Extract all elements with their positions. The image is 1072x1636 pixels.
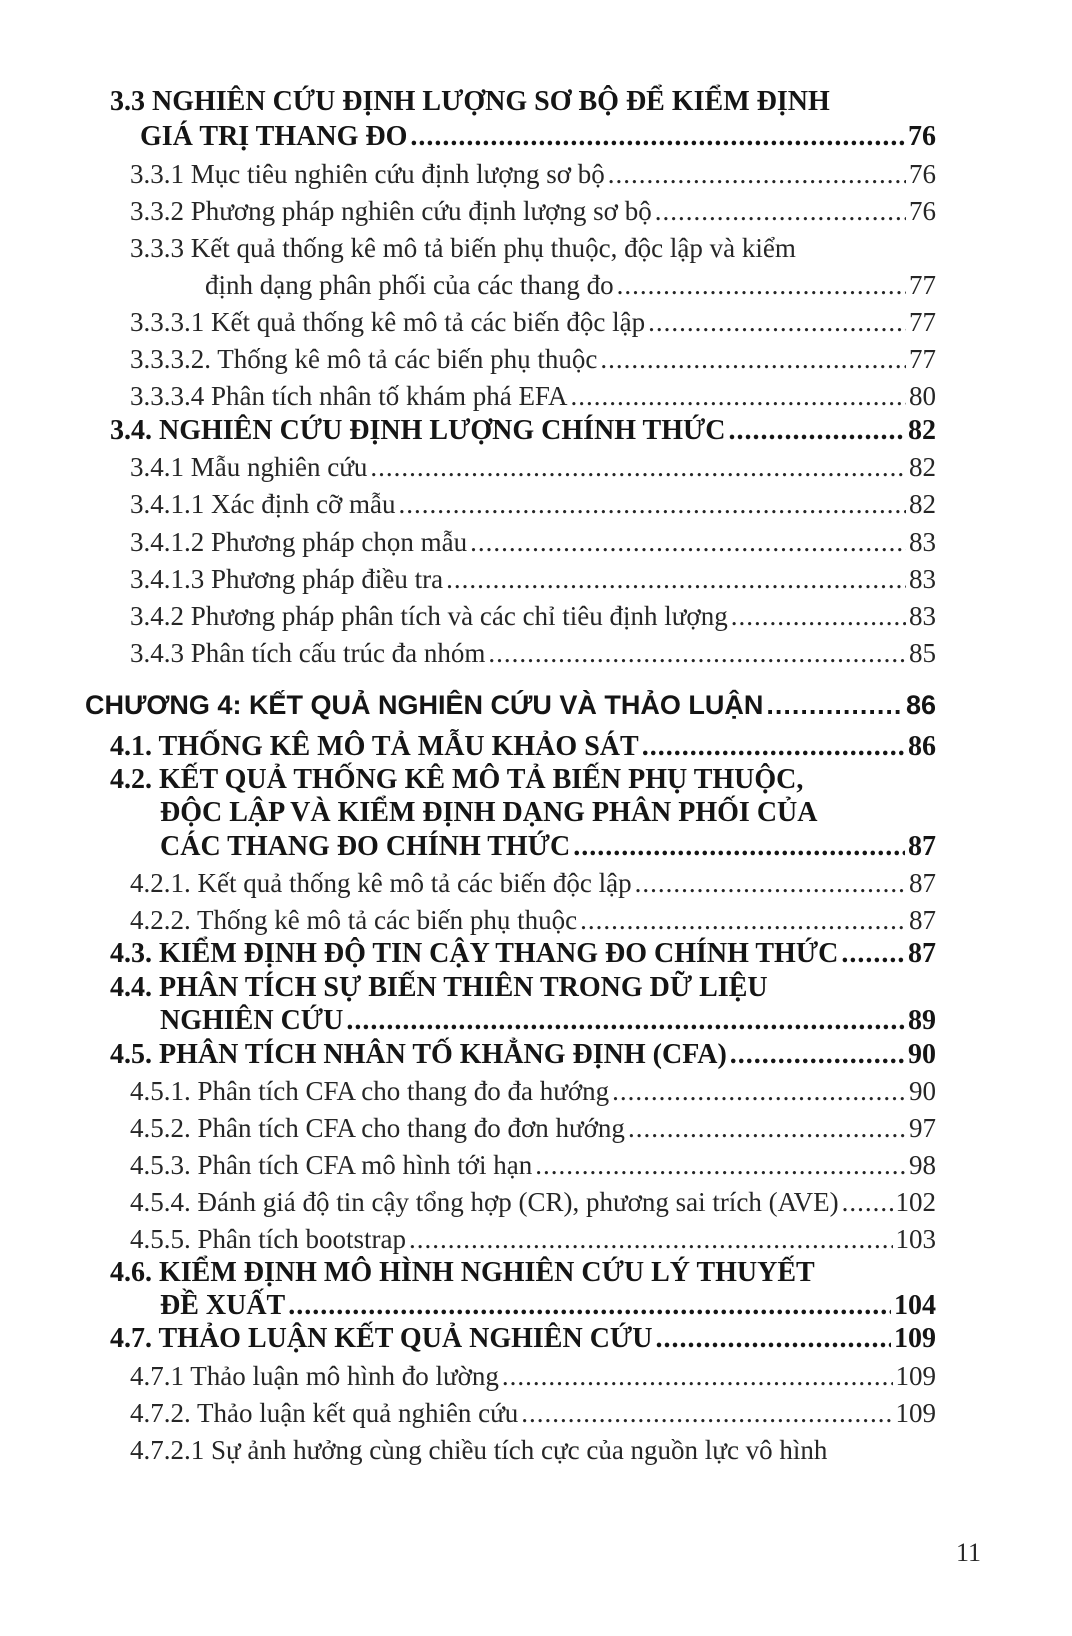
dot-leader	[570, 381, 906, 412]
toc-page-number: 82	[909, 489, 936, 519]
toc-entry-text: 4.2.1. Kết quả thống kê mô tả các biến độc lập	[130, 868, 632, 898]
toc-entry-line1: 4.7.2.1 Sự ảnh hưởng cùng chiều tích cực của nguồn lực vô hình	[130, 1435, 828, 1465]
dot-leader	[580, 905, 906, 936]
toc-heading-text: 4.7. THẢO LUẬN KẾT QUẢ NGHIÊN CỨU	[110, 1323, 653, 1354]
dot-leader	[488, 638, 906, 669]
dot-leader	[612, 1076, 906, 1107]
toc-heading-text: 4.3. KIỂM ĐỊNH ĐỘ TIN CẬY THANG ĐO CHÍNH THỨC	[110, 938, 839, 969]
toc-page-number: 76	[909, 159, 936, 189]
toc-entry	[130, 868, 936, 904]
toc-entry	[130, 196, 936, 232]
toc-heading-text: GIÁ TRỊ THANG ĐO	[140, 121, 408, 152]
toc-heading-4-2-line1: 4.2. KẾT QUẢ THỐNG KÊ MÔ TẢ BIẾN PHỤ THUỘC,	[110, 764, 804, 795]
toc-page-number: 82	[908, 415, 936, 446]
toc-heading-3-3-line1: 3.3 NGHIÊN CỨU ĐỊNH LƯỢNG SƠ BỘ ĐỂ KIỂM ĐỊNH	[110, 86, 830, 117]
toc-entry-text: 3.4.1 Mẫu nghiên cứu	[130, 452, 368, 482]
dot-leader	[635, 868, 906, 899]
toc-page-number: 102	[895, 1187, 936, 1217]
dot-leader	[370, 452, 906, 483]
dot-leader	[346, 1005, 905, 1037]
toc-entry-text: 4.5.5. Phân tích bootstrap	[130, 1224, 406, 1254]
toc-entry-text: 4.5.2. Phân tích CFA cho thang đo đơn hướng	[130, 1113, 625, 1143]
dot-leader	[502, 1361, 893, 1392]
toc-page-number: 87	[908, 938, 936, 969]
toc-heading-4-3	[110, 938, 936, 974]
toc-entry-text: 3.4.1.3 Phương pháp điều tra	[130, 564, 444, 594]
toc-entry-text: 4.7.1 Thảo luận mô hình đo lường	[130, 1361, 499, 1391]
toc-entry-text: 4.5.1. Phân tích CFA cho thang đo đa hướng	[130, 1076, 610, 1106]
toc-page-number: 85	[909, 638, 936, 668]
toc-entry-text: 3.4.1.1 Xác định cỡ mẫu	[130, 489, 396, 519]
toc-page-number: 83	[909, 564, 936, 594]
toc-heading-4-7	[110, 1323, 936, 1359]
toc-entry-text: 4.5.3. Phân tích CFA mô hình tới hạn	[130, 1150, 533, 1180]
toc-entry-text: 3.4.1.2 Phương pháp chọn mẫu	[130, 527, 468, 557]
toc-heading-4-2-line2: ĐỘC LẬP VÀ KIỂM ĐỊNH DẠNG PHÂN PHỐI CỦA	[160, 797, 818, 828]
toc-chapter-4	[85, 690, 936, 726]
toc-entry-text: 3.4.2 Phương pháp phân tích và các chỉ tiêu định lượng	[130, 601, 728, 631]
dot-leader	[655, 196, 906, 227]
toc-heading-4-4	[160, 1005, 936, 1041]
dot-leader	[410, 121, 905, 153]
toc-page-number: 77	[909, 344, 936, 374]
dot-leader	[470, 527, 906, 558]
dot-leader	[729, 415, 905, 447]
toc-page-number: 109	[895, 1398, 936, 1428]
dot-leader	[409, 1224, 893, 1255]
toc-entry	[130, 638, 936, 674]
toc-chapter-text: CHƯƠNG 4: KẾT QUẢ NGHIÊN CỨU VÀ THẢO LUẬN	[85, 690, 764, 720]
toc-heading-4-4-line1: 4.4. PHÂN TÍCH SỰ BIẾN THIÊN TRONG DỮ LIỆU	[110, 972, 768, 1003]
toc-entry-text: 3.3.3.2. Thống kê mô tả các biến phụ thuộc	[130, 344, 598, 374]
toc-heading-4-5	[110, 1039, 936, 1075]
toc-entry	[130, 601, 936, 637]
dot-leader	[608, 159, 906, 190]
toc-page-number: 89	[908, 1005, 936, 1036]
toc-heading-text: CÁC THANG ĐO CHÍNH THỨC	[160, 831, 571, 862]
toc-heading-text: ĐỀ XUẤT	[160, 1290, 286, 1321]
toc-entry-text: 3.3.3.4 Phân tích nhân tố khám phá EFA	[130, 381, 568, 411]
toc-entry-text: 4.5.4. Đánh giá độ tin cậy tổng hợp (CR), phương sai trích (AVE)	[130, 1187, 839, 1217]
toc-entry	[130, 307, 936, 343]
toc-page-number: 90	[908, 1039, 936, 1070]
toc-entry	[205, 270, 936, 306]
toc-entry-text: 3.3.2 Phương pháp nghiên cứu định lượng sơ bộ	[130, 196, 652, 226]
dot-leader	[617, 270, 906, 301]
toc-heading-4-2	[160, 831, 936, 867]
toc-entry	[130, 381, 936, 417]
toc-page-number: 77	[909, 270, 936, 300]
toc-entry-text: định dạng phân phối của các thang đo	[205, 270, 614, 300]
toc-entry-text: 3.3.3.1 Kết quả thống kê mô tả các biến độc lập	[130, 307, 646, 337]
dot-leader	[288, 1290, 891, 1322]
toc-entry	[130, 1224, 936, 1260]
dot-leader	[628, 1113, 906, 1144]
toc-page-number: 77	[909, 307, 936, 337]
dot-leader	[655, 1323, 891, 1355]
dot-leader	[842, 1187, 893, 1218]
toc-page-number: 103	[895, 1224, 936, 1254]
toc-page-number: 86	[908, 731, 936, 762]
toc-entry	[130, 1150, 936, 1186]
toc-page-number: 80	[909, 381, 936, 411]
toc-page-number: 87	[909, 868, 936, 898]
toc-entry-text: 4.2.2. Thống kê mô tả các biến phụ thuộc	[130, 905, 578, 935]
dot-leader	[398, 489, 906, 520]
toc-heading-4-1	[110, 731, 936, 767]
dot-leader	[446, 564, 906, 595]
dot-leader	[766, 690, 903, 721]
toc-entry	[130, 489, 936, 525]
toc-entry-line1: 3.3.3 Kết quả thống kê mô tả biến phụ thuộc, độc lập và kiểm	[130, 233, 796, 263]
toc-entry-text: 3.4.3 Phân tích cấu trúc đa nhóm	[130, 638, 486, 668]
toc-page-number: 76	[908, 121, 936, 152]
toc-entry-text: 3.3.1 Mục tiêu nghiên cứu định lượng sơ bộ	[130, 159, 605, 189]
dot-leader	[642, 731, 905, 763]
toc-heading-text: 4.5. PHÂN TÍCH NHÂN TỐ KHẲNG ĐỊNH (CFA)	[110, 1039, 727, 1070]
dot-leader	[730, 1039, 905, 1071]
dot-leader	[600, 344, 906, 375]
dot-leader	[573, 831, 905, 863]
toc-entry	[130, 344, 936, 380]
toc-page-number: 83	[909, 527, 936, 557]
dot-leader	[521, 1398, 892, 1429]
toc-heading-text: NGHIÊN CỨU	[160, 1005, 344, 1036]
dot-leader	[841, 938, 905, 970]
toc-entry	[130, 452, 936, 488]
dot-leader	[731, 601, 906, 632]
toc-heading-4-6-line1: 4.6. KIỂM ĐỊNH MÔ HÌNH NGHIÊN CỨU LÝ THUYẾT	[110, 1257, 815, 1288]
toc-heading-3-4	[110, 415, 936, 451]
toc-page-number: 97	[909, 1113, 936, 1143]
toc-entry	[130, 905, 936, 941]
toc-page-number: 87	[908, 831, 936, 862]
toc-page-number: 109	[895, 1361, 936, 1391]
toc-entry	[130, 1113, 936, 1149]
toc-entry	[130, 159, 936, 195]
toc-page-number: 98	[909, 1150, 936, 1180]
toc-page-number: 76	[909, 196, 936, 226]
toc-page-number: 87	[909, 905, 936, 935]
toc-page-number: 90	[909, 1076, 936, 1106]
toc-heading-3-3	[140, 121, 936, 157]
toc-page-number: 109	[894, 1323, 936, 1354]
toc-entry	[130, 1076, 936, 1112]
toc-entry	[130, 1361, 936, 1397]
toc-heading-4-6	[160, 1290, 936, 1326]
dot-leader	[648, 307, 906, 338]
toc-entry	[130, 527, 936, 563]
toc-entry-text: 4.7.2. Thảo luận kết quả nghiên cứu	[130, 1398, 519, 1428]
toc-entry	[130, 1398, 936, 1434]
toc-page-number: 104	[894, 1290, 936, 1321]
toc-page-number: 82	[909, 452, 936, 482]
page-number: 11	[956, 1538, 982, 1567]
toc-page-number: 86	[905, 690, 936, 720]
toc-heading-text: 4.1. THỐNG KÊ MÔ TẢ MẪU KHẢO SÁT	[110, 731, 639, 762]
toc-entry	[130, 564, 936, 600]
dot-leader	[535, 1150, 906, 1181]
toc-heading-text: 3.4. NGHIÊN CỨU ĐỊNH LƯỢNG CHÍNH THỨC	[110, 415, 726, 446]
toc-page-number: 83	[909, 601, 936, 631]
toc-entry	[130, 1187, 936, 1223]
